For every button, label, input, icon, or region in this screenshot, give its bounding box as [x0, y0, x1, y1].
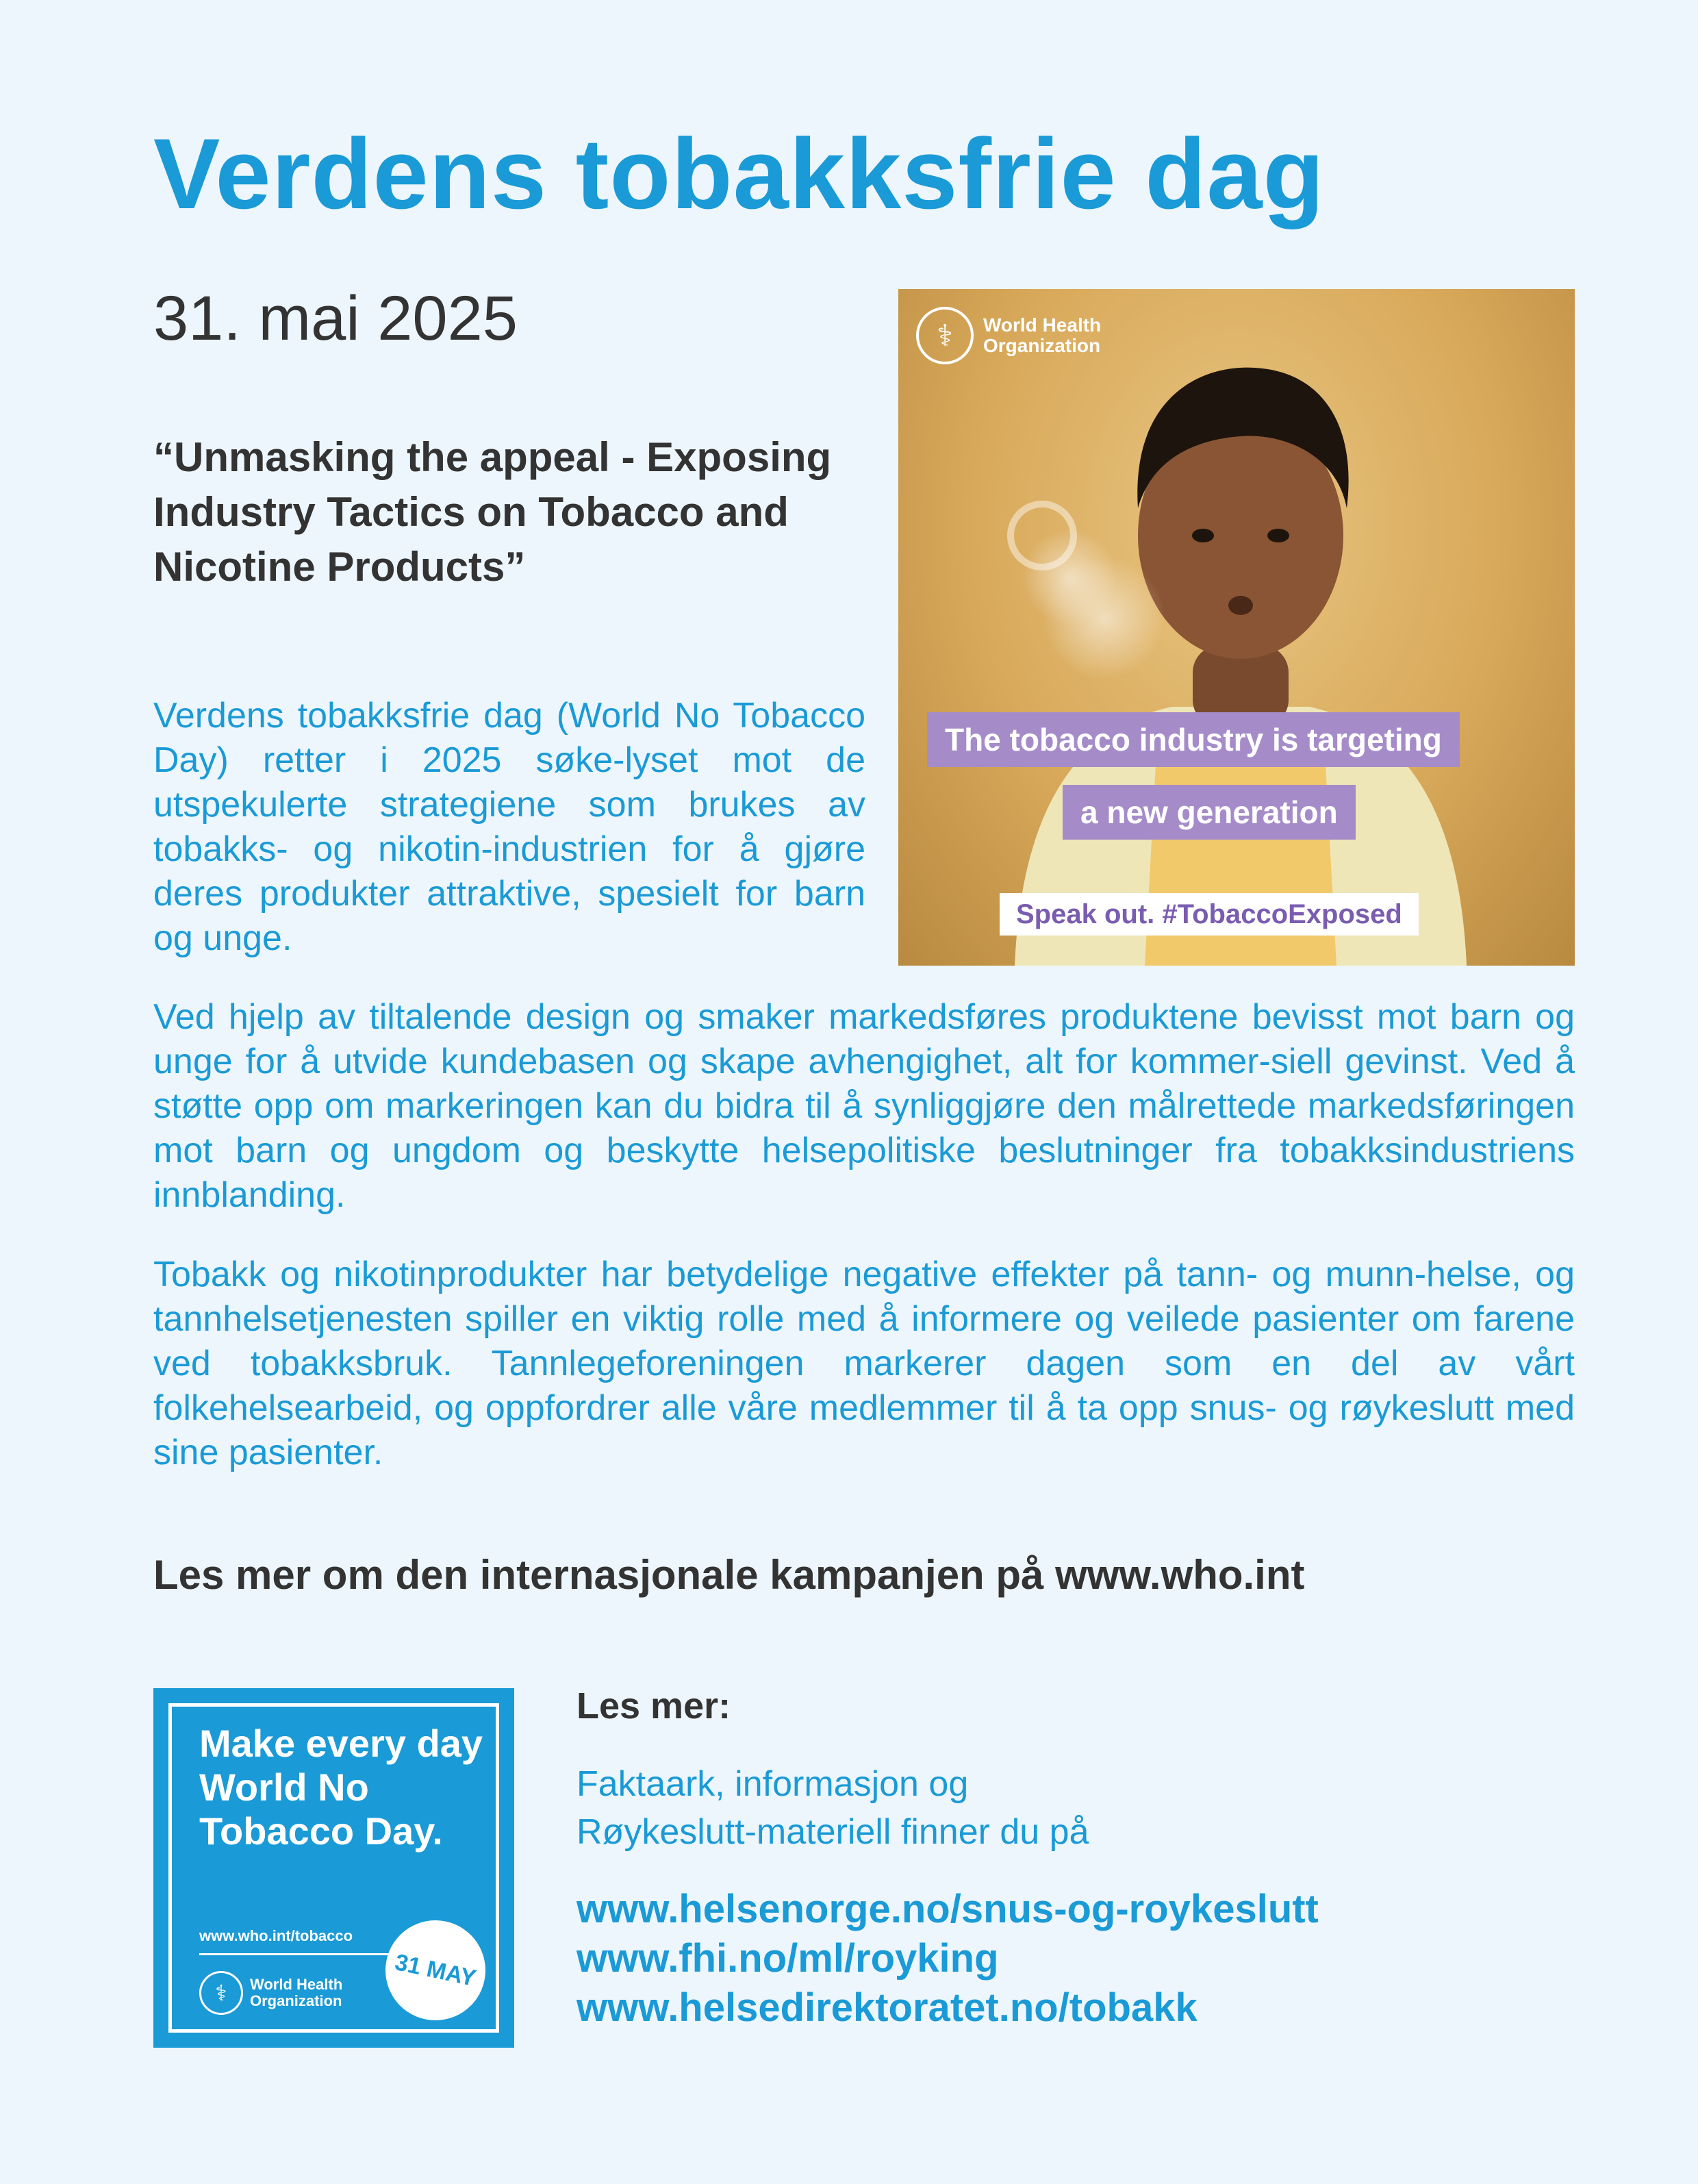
badge-title: Make every day World No Tobacco Day. — [199, 1722, 483, 1853]
badge-org-line2: Organization — [250, 1992, 342, 2009]
campaign-banner-1: The tobacco industry is targeting — [927, 712, 1460, 767]
les-mer-text-line1: Faktaark, informasjon og — [576, 1764, 969, 1804]
event-date: 31. mai 2025 — [153, 284, 518, 353]
who-org-line2: Organization — [983, 335, 1101, 356]
link-helsenorge[interactable]: www.helsenorge.no/snus-og-roykeslutt — [576, 1887, 1319, 1931]
who-emblem-icon: ⚕ — [916, 307, 974, 364]
paragraph-marketing: Ved hjelp av tiltalende design og smaker markedsføres produktene bevisst mot barn og unge for å utvide kundebasen og skape avhengighet, alt for kommer-siell gevinst. Ved å støtte opp om markeringen kan du bidra til å synliggjøre den målrettede markedsføringen mot barn og ungdom og beskytte helsepolitiske beslutninger fra tobakksindustriens innblanding. — [153, 997, 1575, 1215]
link-helsedirektoratet[interactable]: www.helsedirektoratet.no/tobakk — [576, 1985, 1198, 2030]
les-mer-heading: Les mer: — [576, 1685, 731, 1727]
who-logo — [916, 307, 1101, 364]
campaign-banner-2: a new generation — [1063, 785, 1356, 840]
campaign-hashtag: Speak out. #TobaccoExposed — [1000, 893, 1419, 936]
who-emblem-icon: ⚕ — [199, 1971, 243, 2015]
page-title: Verdens tobakksfrie dag — [153, 118, 1325, 229]
badge-org-line1: World Health — [250, 1976, 343, 1993]
les-mer-text-line2: Røykeslutt-materiell finner du på — [576, 1812, 1089, 1852]
campaign-theme: “Unmasking the appeal - Exposing Industry Tactics on Tobacco and Nicotine Products” — [153, 434, 832, 590]
read-more-who: Les mer om den internasjonale kampanjen på www.who.int — [153, 1552, 1305, 1598]
child-illustration — [898, 289, 1575, 966]
wntd-badge — [153, 1688, 514, 2048]
badge-who-logo — [199, 1971, 342, 2015]
intro-paragraph: Verdens tobakksfrie dag (World No Tobacco Day) retter i 2025 søke-lyset mot de utspekulerte strategiene som brukes av tobakks- og nikotin-industrien for å gjøre deres produkter attraktive, spesielt for barn og unge. — [153, 696, 865, 958]
who-org-line1: World Health — [983, 314, 1102, 336]
les-mer-text — [576, 1760, 1398, 1856]
badge-date-circle: 31 MAY — [376, 1911, 494, 2029]
paragraph-dental-health: Tobakk og nikotinprodukter har betydelige negative effekter på tann- og munn-helse, og tannhelsetjenesten spiller en viktig rolle med å informere og veilede pasienter om farene ved tobakksbruk. Tannlegeforeningen markerer dagen som en del av vårt folkehelsearbeid, og oppfordrer alle våre medlemmer til å ta opp snus- og røykeslutt med sine pasienter. — [153, 1255, 1575, 1472]
badge-url: www.who.int/tobacco — [199, 1927, 353, 1944]
link-fhi[interactable]: www.fhi.no/ml/royking — [576, 1936, 999, 1981]
campaign-image — [898, 289, 1575, 966]
